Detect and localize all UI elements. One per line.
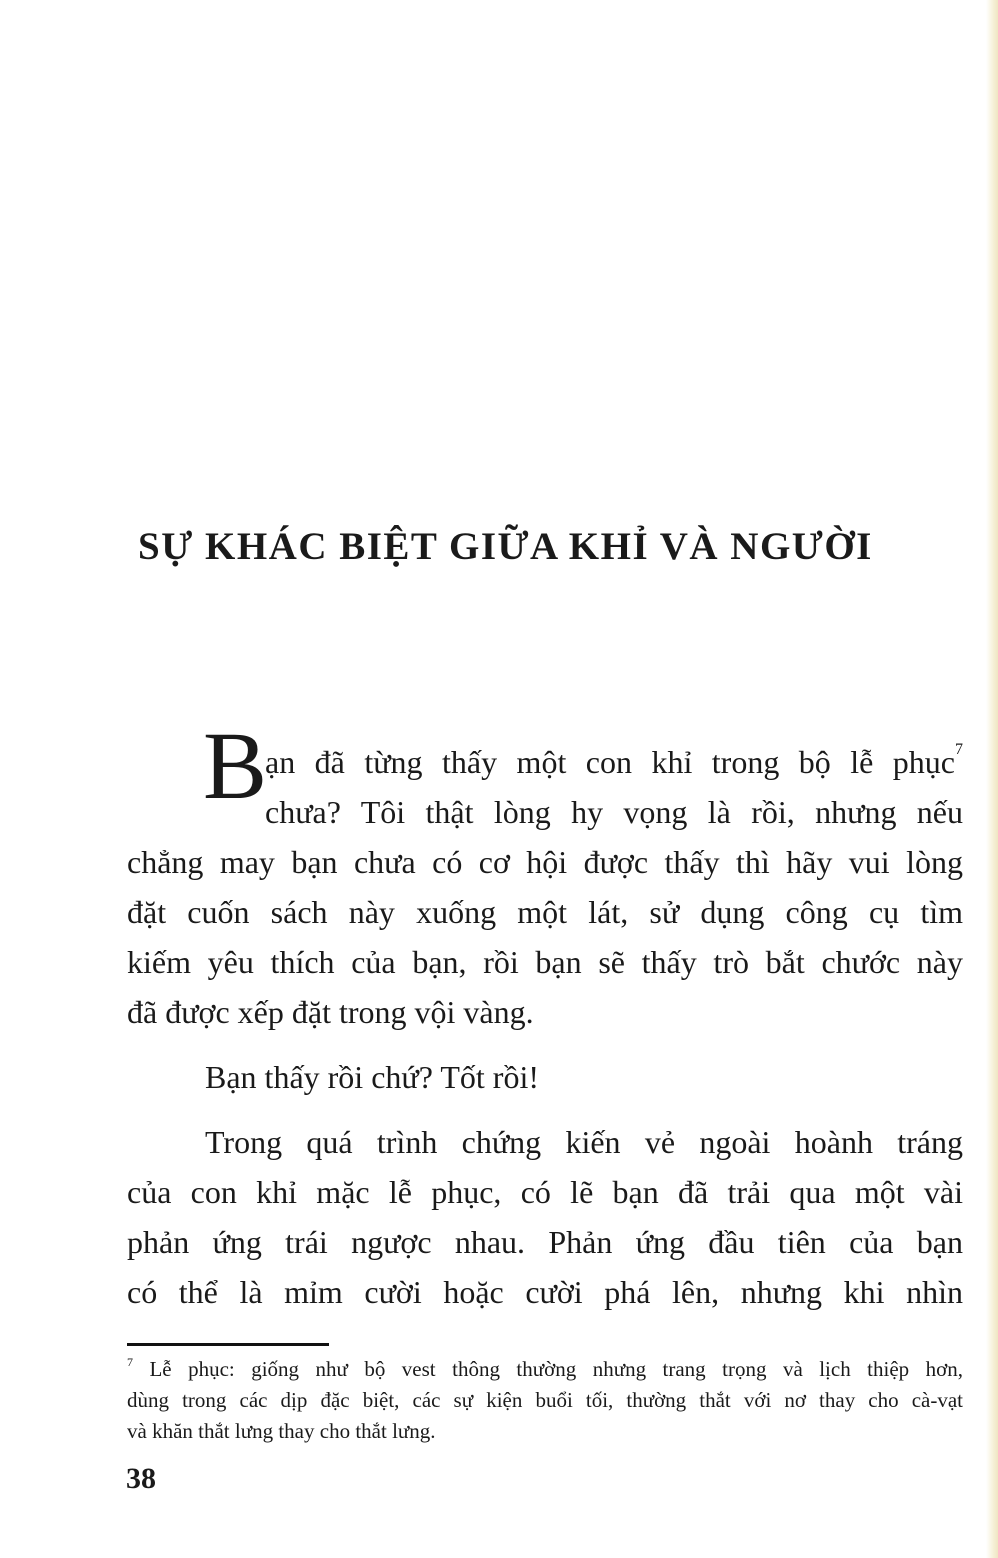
body-line: có thể là mỉm cười hoặc cười phá lên, nhưng khi nhìn (127, 1274, 963, 1310)
drop-cap: B (203, 712, 268, 819)
body-line: đặt cuốn sách này xuống một lát, sử dụng công cụ tìm (127, 894, 963, 930)
body-line: kiếm yêu thích của bạn, rồi bạn sẽ thấy trò bắt chước này (127, 944, 963, 980)
footnote-line: dùng trong các dịp đặc biệt, các sự kiện buổi tối, thường thắt với nơ thay cho cà-vạt (127, 1388, 963, 1412)
body-line: đã được xếp đặt trong vội vàng. (127, 994, 534, 1030)
body-line: chưa? Tôi thật lòng hy vọng là rồi, nhưng nếu (265, 794, 963, 830)
chapter-title: SỰ KHÁC BIỆT GIỮA KHỈ VÀ NGƯỜI (138, 525, 873, 568)
footnote-line: $^7$ Lễ phục: giống như bộ vest thông thường nhưng trang trọng và lịch thiệp hơn, (127, 1355, 963, 1381)
body-line: Trong quá trình chứng kiến vẻ ngoài hoành tráng (205, 1124, 963, 1160)
body-line: phản ứng trái ngược nhau. Phản ứng đầu tiên của bạn (127, 1224, 963, 1260)
body-line: ạn đã từng thấy một con khỉ trong bộ lễ phục$^7$ (265, 741, 963, 780)
body-line: chẳng may bạn chưa có cơ hội được thấy thì hãy vui lòng (127, 844, 963, 880)
body-line: của con khỉ mặc lễ phục, có lẽ bạn đã trải qua một vài (127, 1174, 963, 1210)
body-paragraph: Bạn thấy rồi chứ? Tốt rồi! (205, 1059, 539, 1095)
page-number: 38 (126, 1462, 156, 1495)
footnote-divider (127, 1343, 329, 1346)
footnote-line: và khăn thắt lưng thay cho thắt lưng. (127, 1419, 436, 1443)
page-edge (986, 0, 998, 1558)
footnote-ref[interactable]: 7 (955, 741, 963, 758)
